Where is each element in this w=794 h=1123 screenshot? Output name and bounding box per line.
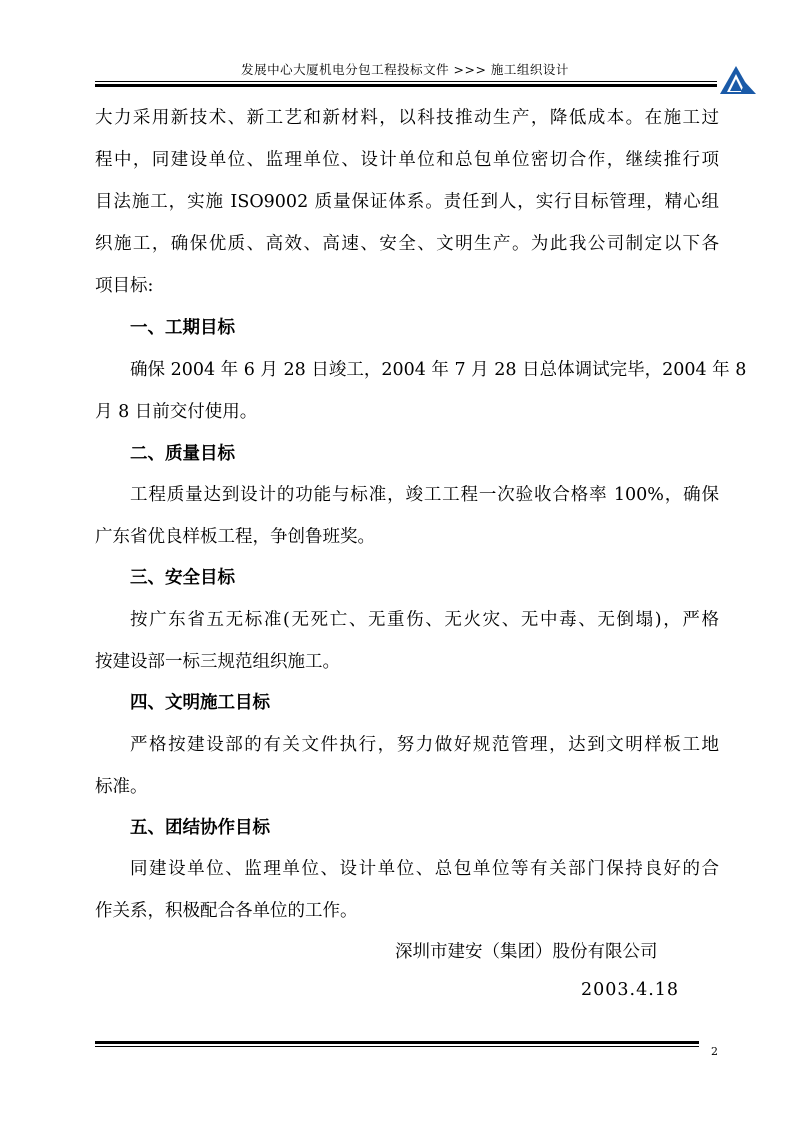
section-heading-cooperation: 五、团结协作目标 xyxy=(130,818,270,838)
paragraph-line: 大力采用新技术、新工艺和新材料，以科技推动生产，降低成本。在施工过 xyxy=(95,108,719,128)
footer-rule-thick xyxy=(95,1041,699,1044)
section-heading-safety: 三、安全目标 xyxy=(130,568,235,588)
paragraph-line: 织施工，确保优质、高效、高速、安全、文明生产。为此我公司制定以下各 xyxy=(95,234,719,254)
paragraph-line: 严格按建设部的有关文件执行，努力做好规范管理，达到文明样板工地 xyxy=(130,735,719,755)
footer-rule-thin xyxy=(95,1046,699,1047)
paragraph-line: 作关系，积极配合各单位的工作。 xyxy=(95,901,358,921)
paragraph-line: 确保 2004 年 6 月 28 日竣工，2004 年 7 月 28 日总体调试完毕，2004 年 8 xyxy=(130,360,747,380)
section-heading-quality: 二、质量目标 xyxy=(130,444,235,464)
paragraph-line: 同建设单位、监理单位、设计单位、总包单位等有关部门保持良好的合 xyxy=(130,859,719,879)
paragraph-line: 标准。 xyxy=(95,777,148,797)
signature-company: 深圳市建安（集团）股份有限公司 xyxy=(395,942,658,962)
section-heading-civilized: 四、文明施工目标 xyxy=(130,693,270,713)
paragraph-line: 项目标: xyxy=(95,276,154,296)
paragraph-line: 月 8 日前交付使用。 xyxy=(95,402,258,422)
section-heading-schedule: 一、工期目标 xyxy=(130,318,235,338)
paragraph-line: 按广东省五无标准(无死亡、无重伤、无火灾、无中毒、无倒塌)，严格 xyxy=(130,610,719,630)
header-title: 发展中心大厦机电分包工程投标文件 >>> 施工组织设计 xyxy=(241,62,569,77)
paragraph-line: 广东省优良样板工程，争创鲁班奖。 xyxy=(95,527,375,547)
paragraph-line: 程中，同建设单位、监理单位、设计单位和总包单位密切合作，继续推行项 xyxy=(95,150,719,170)
paragraph-line: 工程质量达到设计的功能与标准，竣工工程一次验收合格率 100%，确保 xyxy=(130,485,719,505)
triangle-company-logo-icon xyxy=(718,64,758,96)
paragraph-line: 按建设部一标三规范组织施工。 xyxy=(95,652,340,672)
signature-date: 2003.4.18 xyxy=(581,980,680,1000)
paragraph-line: 目法施工，实施 ISO9002 质量保证体系。责任到人，实行目标管理，精心组 xyxy=(95,192,719,212)
page-number: 2 xyxy=(711,1045,718,1058)
